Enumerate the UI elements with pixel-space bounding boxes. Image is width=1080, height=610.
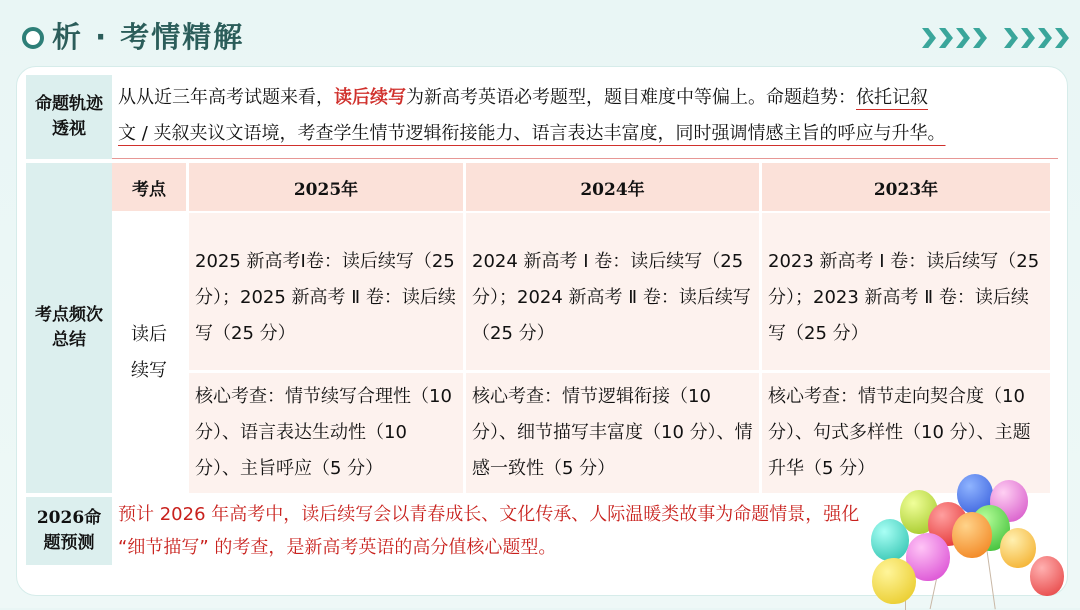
prediction-cell [112, 497, 872, 565]
page-title: 析 · 考情精解 [52, 20, 245, 54]
core-cell-2024 [466, 373, 759, 493]
column-header-2024: 2024年 [466, 163, 759, 211]
core-text-2023: 核心考查：情节走向契合度（10 分）、句式多样性（10 分）、主题升华（5 分） [768, 386, 1031, 479]
prediction-label: 2026命题预测 [26, 497, 112, 565]
core-text-2025: 核心考查：情节续写合理性（10 分）、语言表达生动性（10 分）、主旨呼应（5 分） [195, 386, 452, 479]
frequency-label: 考点频次总结 [26, 163, 112, 493]
topic-text: 读后续写 [131, 324, 167, 381]
core-cell-2025 [189, 373, 463, 493]
column-header-2025: 2025年 [189, 163, 463, 211]
exam-cell-2025 [189, 213, 463, 370]
trajectory-trend-1: 依托记叙 [856, 87, 928, 108]
divider [112, 158, 1058, 159]
topic-cell [112, 213, 186, 493]
exam-cell-2023 [762, 213, 1050, 370]
title-bullet-icon [22, 27, 44, 49]
trajectory-text-before: 从从近三年高考试题来看， [118, 87, 334, 108]
chevron-group-left-icon [922, 28, 987, 48]
column-header-2023: 2023年 [762, 163, 1050, 211]
chevron-group-right-icon [1004, 28, 1069, 48]
core-cell-2023 [762, 373, 1050, 493]
prediction-text: 预计 2026 年高考中，读后续写会以青春成长、文化传承、人际温暖类故事为命题情景，强化 “细节描写” 的考查，是新高考英语的高分值核心题型。 [118, 504, 860, 558]
core-text-2024: 核心考查：情节逻辑衔接（10 分）、细节描写丰富度（10 分）、情感一致性（5 分） [472, 386, 753, 479]
trajectory-label: 命题轨迹透视 [26, 75, 112, 159]
trajectory-text [112, 75, 1058, 159]
exam-cell-2024 [466, 213, 759, 370]
trajectory-trend-2: 文 / 夹叙夹议文语境，考查学生情节逻辑衔接能力、语言表达丰富度，同时强调情感主旨的呼应与升华。 [118, 123, 946, 144]
trajectory-highlight: 读后续写 [334, 87, 406, 108]
exam-text-2024: 2024 新高考 Ⅰ 卷：读后续写（25 分）；2024 新高考 Ⅱ 卷：读后续写（25 分） [472, 251, 751, 344]
title-bar [0, 0, 1080, 68]
exam-text-2023: 2023 新高考 Ⅰ 卷：读后续写（25 分）；2023 新高考 Ⅱ 卷：读后续写（25 分） [768, 251, 1040, 344]
column-header-topic: 考点 [112, 163, 186, 211]
exam-text-2025: 2025 新高考Ⅰ卷：读后续写（25 分）；2025 新高考 Ⅱ 卷：读后续写（25 分） [195, 251, 456, 344]
trajectory-text-after: 为新高考英语必考题型，题目难度中等偏上。命题趋势： [406, 87, 856, 108]
